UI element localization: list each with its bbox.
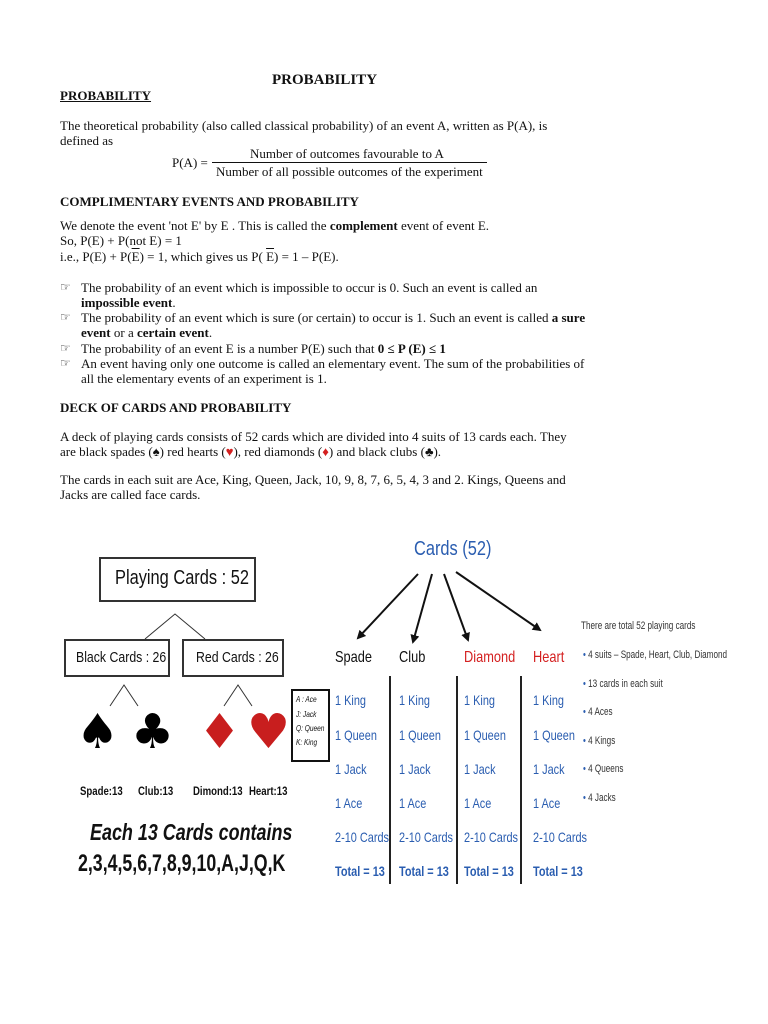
pointing-hand-icon: ☞ xyxy=(60,356,71,370)
pointing-hand-icon: ☞ xyxy=(60,341,71,355)
column-total: Total = 13 xyxy=(335,863,385,879)
club-count-label: Club:13 xyxy=(138,784,174,798)
bullet-dot-icon: • xyxy=(583,649,589,661)
bullet-1-line-2: impossible event. xyxy=(81,295,176,310)
column-total: Total = 13 xyxy=(399,863,449,879)
definition-line-1: The theoretical probability (also called classical probability) of an event A, written as P(A), is xyxy=(60,118,548,133)
heart-icon: ♥ xyxy=(247,704,291,760)
pointing-hand-icon: ☞ xyxy=(60,280,71,294)
pointing-hand-icon: ☞ xyxy=(60,310,71,324)
column-divider xyxy=(389,676,391,884)
column-item: 1 King xyxy=(399,692,430,708)
note-text: 4 Aces xyxy=(588,706,613,718)
column-item: 1 Ace xyxy=(464,795,492,811)
bullet-2-line-1: The probability of an event which is sure (or certain) to occur is 1. Such an event is called a sure xyxy=(81,310,586,325)
note-text: 4 suits – Spade, Heart, Club, Diamond xyxy=(588,649,728,661)
bullet-3-line-1: The probability of an event E is a number P(E) such that 0 ≤ P (E) ≤ 1 xyxy=(81,341,446,356)
column-header-diamond: Diamond xyxy=(464,649,516,666)
club-icon: ♣ xyxy=(131,704,175,760)
note-text: 4 Kings xyxy=(588,735,616,747)
column-total: Total = 13 xyxy=(464,863,514,879)
column-header-spade: Spade xyxy=(335,649,373,666)
playing-cards-label: Playing Cards : 52 xyxy=(115,567,250,589)
formula-denominator: Number of all possible outcomes of the experiment xyxy=(216,164,483,179)
notes-header: There are total 52 playing cards xyxy=(581,620,696,632)
complement-line-2: So, P(E) + P(not E) = 1 xyxy=(60,233,182,248)
legend-jack: J: Jack xyxy=(296,710,317,719)
note-item xyxy=(583,649,727,661)
formula-numerator: Number of outcomes favourable to A xyxy=(250,146,444,161)
complement-line-1: We denote the event 'not E' by E . This is called the complement event of event E. xyxy=(60,218,490,233)
column-item: 1 King xyxy=(335,692,366,708)
column-total: Total = 13 xyxy=(533,863,583,879)
column-header-club: Club xyxy=(399,649,426,666)
bullet-4-line-1: An event having only one outcome is called an elementary event. The sum of the probabilities of xyxy=(81,356,585,371)
column-item: 1 Queen xyxy=(399,727,441,743)
page-title: PROBABILITY xyxy=(272,72,378,88)
bullet-dot-icon: • xyxy=(583,735,589,747)
column-item: 1 Ace xyxy=(399,795,427,811)
caption-each-13: Each 13 Cards contains xyxy=(90,819,293,845)
note-item xyxy=(583,678,663,690)
legend-queen: Q: Queen xyxy=(296,724,325,733)
heart-count-label: Heart:13 xyxy=(249,784,288,798)
deck-para-2-line-1: The cards in each suit are Ace, King, Queen, Jack, 10, 9, 8, 7, 6, 5, 4, 3 and 2. Kings, Queens and xyxy=(60,472,566,487)
bullet-dot-icon: • xyxy=(583,792,589,804)
bullet-dot-icon: • xyxy=(583,763,589,775)
bullet-1-line-1: The probability of an event which is impossible to occur is 0. Such an event is called an xyxy=(81,280,538,295)
column-item: 1 Jack xyxy=(464,761,496,777)
column-item: 1 Queen xyxy=(533,727,575,743)
complement-line-3: i.e., $P(E) + P(\overline{E}) = 1$, which gives us P( $\overline{E}) = 1 - P(E)$. xyxy=(60,249,339,264)
column-header-heart: Heart xyxy=(533,649,565,666)
column-item: 2-10 Cards xyxy=(335,829,390,845)
deck-para-1-line-1: A deck of playing cards consists of 52 cards which are divided into 4 suits of 13 cards each. They xyxy=(60,429,567,444)
section-heading-complementary: COMPLIMENTARY EVENTS AND PROBABILITY xyxy=(60,194,359,209)
column-item: 1 King xyxy=(464,692,495,708)
formula-lhs: P(A) = xyxy=(172,155,208,170)
spade-icon: ♠ xyxy=(76,704,120,760)
cards-52-title: Cards (52) xyxy=(414,538,492,560)
legend-king: K: King xyxy=(296,738,318,747)
column-item: 2-10 Cards xyxy=(533,829,588,845)
column-item: 1 Jack xyxy=(335,761,367,777)
legend-ace: A : Ace xyxy=(296,695,317,704)
section-heading-probability: PROBABILITY xyxy=(60,88,152,103)
note-text: 4 Queens xyxy=(588,763,624,775)
note-text: 4 Jacks xyxy=(588,792,616,804)
bullet-dot-icon: • xyxy=(583,706,589,718)
column-item: 2-10 Cards xyxy=(464,829,519,845)
note-text: 13 cards in each suit xyxy=(588,678,663,690)
deck-para-1-line-2: are black spades (♠) red hearts (♥), red diamonds (♦) and black clubs (♣). xyxy=(60,444,442,459)
fraction-bar xyxy=(212,162,487,163)
red-cards-box xyxy=(182,639,284,677)
column-item: 1 Queen xyxy=(464,727,506,743)
caption-card-values: 2,3,4,5,6,7,8,9,10,A,J,Q,K xyxy=(78,850,286,877)
deck-para-2-line-2: Jacks are called face cards. xyxy=(60,487,201,502)
black-cards-box xyxy=(64,639,170,677)
spade-count-label: Spade:13 xyxy=(80,784,123,798)
note-item xyxy=(583,763,623,775)
note-item xyxy=(583,792,616,804)
definition-line-2: defined as xyxy=(60,133,114,148)
column-item: 1 Jack xyxy=(533,761,565,777)
column-item: 1 Ace xyxy=(335,795,363,811)
diamond-count-label: Dimond:13 xyxy=(193,784,243,798)
bullet-4-line-2: all the elementary events of an experiment is 1. xyxy=(81,371,327,386)
column-item: 1 King xyxy=(533,692,564,708)
bullet-2-line-2: event or a certain event. xyxy=(81,325,213,340)
bullet-dot-icon: • xyxy=(583,678,589,690)
legend-box xyxy=(291,689,330,762)
diamond-icon: ♦ xyxy=(198,704,242,760)
playing-cards-box xyxy=(99,557,256,602)
note-item xyxy=(583,735,615,747)
black-cards-label: Black Cards : 26 xyxy=(76,649,167,666)
red-cards-label: Red Cards : 26 xyxy=(196,649,279,666)
column-divider xyxy=(520,676,522,884)
column-item: 1 Jack xyxy=(399,761,431,777)
probability-formula xyxy=(172,146,492,182)
column-divider xyxy=(456,676,458,884)
column-item: 1 Ace xyxy=(533,795,561,811)
column-item: 1 Queen xyxy=(335,727,377,743)
note-item xyxy=(583,706,613,718)
column-item: 2-10 Cards xyxy=(399,829,454,845)
section-heading-deck: DECK OF CARDS AND PROBABILITY xyxy=(60,400,292,415)
